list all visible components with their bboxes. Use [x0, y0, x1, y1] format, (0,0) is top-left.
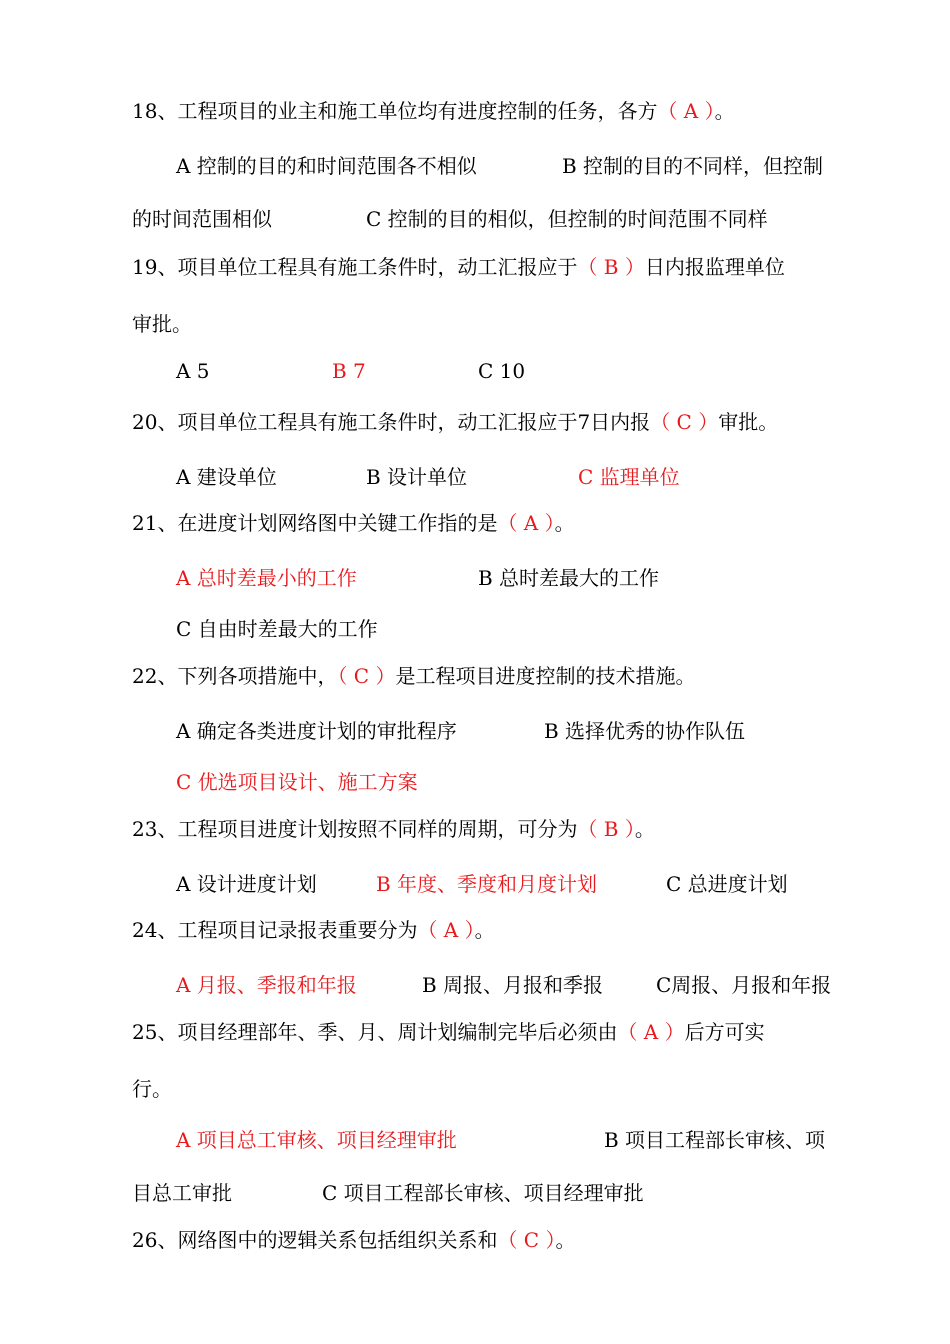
- option-19-b: B 7: [332, 359, 366, 383]
- question-25-stem: 25、项目经理部年、季、月、周计划编制完毕后必须由（ A ）后方可实: [132, 1020, 765, 1044]
- option-23-c: C 总进度计划: [666, 872, 788, 896]
- question-18-stem: 18、工程项目的业主和施工单位均有进度控制的任务，各方（ A ）。: [132, 99, 735, 123]
- option-18-b-cont: 的时间范围相似: [132, 207, 272, 231]
- question-24-stem: 24、工程项目记录报表重要分为（ A ）。: [132, 918, 495, 942]
- option-18-c: C 控制的目的相似，但控制的时间范围不同样: [366, 207, 768, 231]
- question-19-stem-cont: 审批。: [132, 312, 192, 336]
- option-22-c: C 优选项目设计、施工方案: [176, 770, 418, 794]
- option-21-a: A 总时差最小的工作: [176, 566, 357, 590]
- option-19-a: A 5: [176, 359, 210, 383]
- answer-21: （ A ）: [497, 511, 555, 535]
- option-21-c: C 自由时差最大的工作: [176, 617, 378, 641]
- question-20-stem: 20、项目单位工程具有施工条件时，动工汇报应于7日内报（ C ）审批。: [132, 410, 779, 434]
- option-23-a: A 设计进度计划: [176, 872, 317, 896]
- question-22-stem: 22、下列各项措施中，（ C ）是工程项目进度控制的技术措施。: [132, 664, 696, 688]
- option-18-a: A 控制的目的和时间范围各不相似: [176, 154, 477, 178]
- option-25-c: C 项目工程部长审核、项目经理审批: [322, 1181, 644, 1205]
- question-23-stem: 23、工程项目进度计划按照不同样的周期，可分为（ B ）。: [132, 817, 655, 841]
- option-20-a: A 建设单位: [176, 465, 277, 489]
- option-24-a: A 月报、季报和年报: [176, 973, 357, 997]
- option-20-b: B 设计单位: [366, 465, 468, 489]
- answer-25: （ A ）: [617, 1020, 685, 1044]
- option-19-c: C 10: [478, 359, 526, 383]
- answer-24: （ A ）: [417, 918, 475, 942]
- option-20-c: C 监理单位: [578, 465, 680, 489]
- option-23-b: B 年度、季度和月度计划: [376, 872, 598, 896]
- option-25-b-cont: 目总工审批: [132, 1181, 232, 1205]
- answer-19: （ B ）: [577, 255, 645, 279]
- answer-18: （ A ）: [657, 99, 715, 123]
- option-24-c: C周报、月报和年报: [656, 973, 832, 997]
- option-24-b: B 周报、月报和季报: [422, 973, 604, 997]
- answer-22: （ C ）: [337, 664, 396, 688]
- option-22-b: B 选择优秀的协作队伍: [544, 719, 746, 743]
- option-25-b: B 项目工程部长审核、项: [604, 1128, 826, 1152]
- question-25-stem-cont: 行。: [132, 1077, 172, 1101]
- question-26-stem: 26、网络图中的逻辑关系包括组织关系和（ C ）。: [132, 1228, 576, 1252]
- question-21-stem: 21、在进度计划网络图中关键工作指的是（ A ）。: [132, 511, 575, 535]
- option-25-a: A 项目总工审核、项目经理审批: [176, 1128, 457, 1152]
- option-22-a: A 确定各类进度计划的审批程序: [176, 719, 457, 743]
- answer-26: （ C ）: [497, 1228, 556, 1252]
- answer-23: （ B ）: [577, 817, 635, 841]
- question-19-stem: 19、项目单位工程具有施工条件时，动工汇报应于（ B ）日内报监理单位: [132, 255, 785, 279]
- option-18-b: B 控制的目的不同样，但控制: [562, 154, 824, 178]
- option-21-b: B 总时差最大的工作: [478, 566, 660, 590]
- answer-20: （ C ）: [650, 410, 719, 434]
